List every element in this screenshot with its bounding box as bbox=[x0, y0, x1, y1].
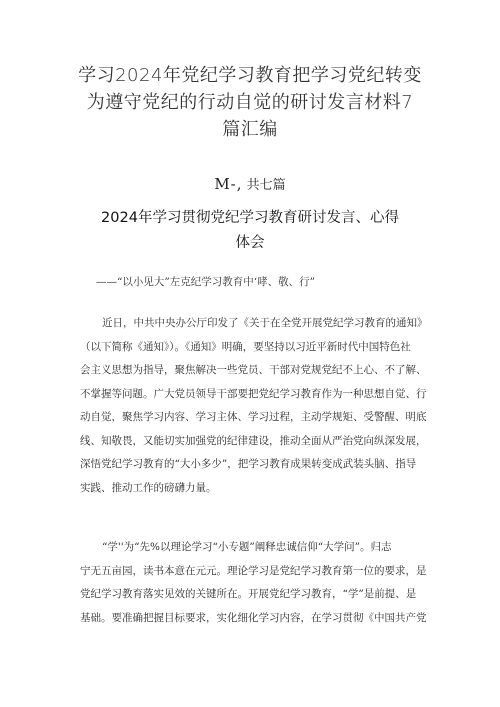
document-title bbox=[60, 62, 440, 143]
paragraph-line: （以下简称《通知》）。《通知》明确，要坚持以习近平新时代中国特色社 bbox=[80, 340, 411, 353]
document-title-line: 为遵守党纪的行动自觉的研讨发言材料7 bbox=[86, 92, 414, 113]
document-title-line: 篇汇编 bbox=[222, 119, 278, 140]
collection-note-prefix: M-, bbox=[214, 175, 243, 193]
paragraph-line: 宁无五亩园，读书本意在元元。理论学习是党纪学习教育第一位的要求，是 bbox=[80, 564, 427, 577]
paragraph-line: 近日，中共中央办公厅印发了《关于在全党开展党纪学习教育的通知》 bbox=[102, 317, 428, 329]
paragraph-line: 深悟党纪学习教育的“大小多少”，把学习教育成果转变成武装头脑、指导 bbox=[80, 458, 417, 470]
paragraph-2 bbox=[80, 536, 432, 630]
article-title-line: 体会 bbox=[235, 235, 265, 251]
paragraph-line: 线、知敬畏，又能切实加强党的纪律建设，推动全面从严治党向纵深发展， bbox=[80, 434, 427, 447]
collection-note bbox=[0, 174, 500, 193]
paragraph-1 bbox=[80, 312, 432, 500]
paragraph-line: 不掌握等问题。广大党员领导干部要把党纪学习教育作为一种思想自觉、行 bbox=[80, 387, 427, 400]
collection-note-suffix: 共七篇 bbox=[246, 178, 286, 193]
paragraph-line: 会主义思想为指导，聚焦解决一些党员、干部对党规党纪不上心、不了解、 bbox=[80, 364, 427, 376]
paragraph-line: 动自觉，聚焦学习内容、学习主体、学习过程，主动学规矩、受警醒、明底 bbox=[80, 411, 427, 423]
article-title-line: 2024年学习贯彻党纪学习教育研讨发言、心得 bbox=[101, 210, 399, 226]
article-title bbox=[80, 206, 420, 256]
paragraph-line: 党纪学习教育落实见效的关键所在。开展党纪学习教育，“学”是前提、是 bbox=[80, 588, 417, 600]
paragraph-line: 基础。要准确把握目标要求，实化细化学习内容，在学习贯彻《中国共产党 bbox=[80, 611, 427, 624]
paragraph-line: 实践、推动工作的磅礴力量。 bbox=[80, 481, 217, 494]
document-title-line: 学习2024年党纪学习教育把学习党纪转变 bbox=[78, 65, 422, 86]
paragraph-line: “学''为“先%以理论学习“小专题”阐释忠诚信仰“大学问”。归志 bbox=[102, 541, 392, 553]
article-subtitle: ——“以小见大”左克纪学习教育中‘哮、敬、行” bbox=[96, 276, 315, 288]
